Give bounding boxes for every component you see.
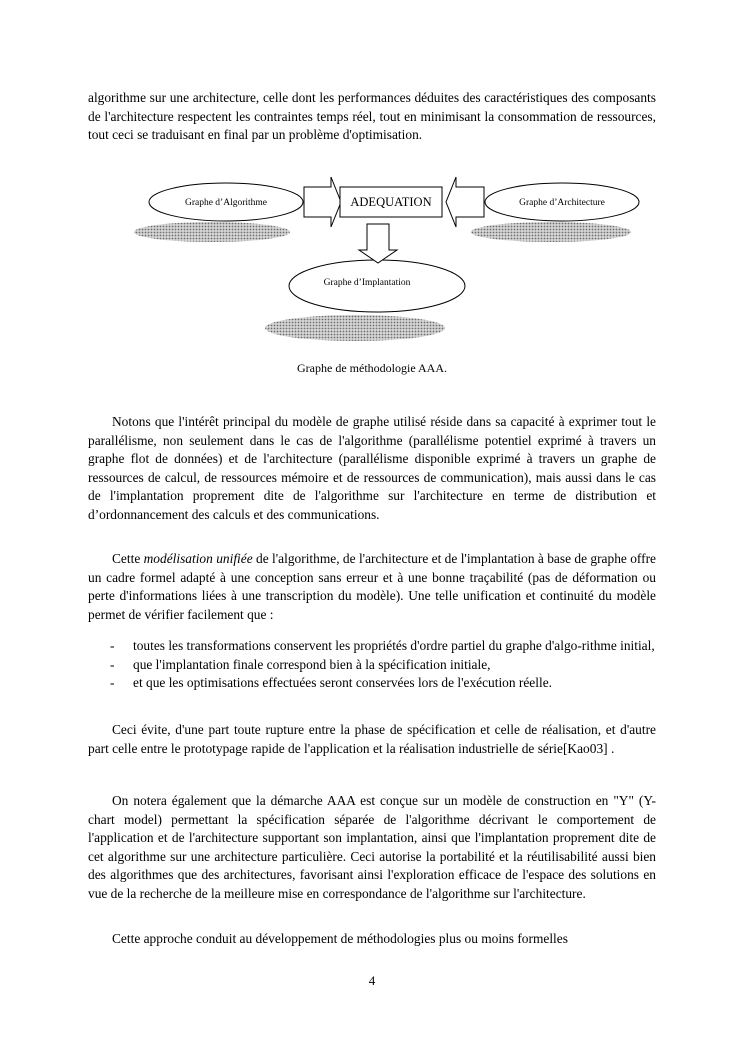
paragraph-continuity: Ceci évite, d'une part toute rupture entre la phase de spécification et celle de réalisation, et d'autre part celle entre le prototypage rapide de l'application et la réalisation industrielle de série[Kao03] . bbox=[88, 722, 656, 756]
figure-caption: Graphe de méthodologie AAA. bbox=[297, 361, 447, 375]
bullet-dash: - bbox=[110, 656, 115, 672]
list-item bbox=[88, 674, 656, 693]
list-item-text: que l'implantation finale correspond bien à la spécification initiale, bbox=[133, 656, 491, 672]
unified-modeling-emphasis: modélisation unifiée bbox=[143, 551, 253, 566]
page-number: 4 bbox=[368, 973, 376, 988]
intro-paragraph: algorithme sur une architecture, celle dont les performances déduites des caractéristiques des composants de l'architecture respectent les contraintes temps réel, tout en minimisant la consommation de ressources, tout ceci se traduisant en final par un problème d'optimisation. bbox=[88, 90, 656, 143]
verification-list bbox=[88, 637, 656, 693]
aaa-methodology-diagram bbox=[0, 170, 744, 350]
algorithm-graph-label: Graphe d’Algorithme bbox=[184, 198, 268, 208]
adequation-label: ADEQUATION bbox=[350, 195, 432, 209]
paragraph-unified-modeling bbox=[88, 550, 656, 624]
bottom-node-shadow bbox=[265, 315, 445, 341]
list-item bbox=[88, 656, 656, 675]
right-arrow-icon bbox=[446, 177, 484, 227]
bullet-dash: - bbox=[110, 675, 115, 691]
left-node-shadow bbox=[134, 222, 290, 242]
paragraph-3-rest: de l'algorithme, de l'architecture et de l'implantation à base de graphe offre un cadre formel adapté à une conception sans erreur et à une bonne traçabilité (pas de déformation ou perte d'informations liées à une transcription du modèle). Une telle unification et continuité du modèle permet de vérifier facilement que : bbox=[88, 551, 656, 622]
list-item bbox=[88, 637, 656, 656]
list-item-text: et que les optimisations effectuées seront conservées lors de l'exécution réelle. bbox=[133, 675, 552, 691]
bullet-dash: - bbox=[110, 638, 115, 653]
down-arrow-icon bbox=[359, 224, 397, 263]
paragraph-approach: Cette approche conduit au développement de méthodologies plus ou moins formelles bbox=[112, 931, 568, 946]
list-item-text: toutes les transformations conservent les propriétés d'ordre partiel du graphe d'algo-rithme initial, bbox=[133, 638, 655, 653]
left-arrow-icon bbox=[304, 177, 341, 227]
paragraph-y-chart: On notera également que la démarche AAA est conçue sur un modèle de construction en "Y" (Y-chart model) permettant la spécification séparée de l'algorithme décrivant le comportement de l'application et de l'architecture supportant son implantation, ainsi que l'implantation proprement dite de cet algorithme sur une architecture particulière. Ceci autorise la portabilité et la réutilisabilité aussi bien des algorithmes que des architectures, favorisant ainsi l'exploration efficace de l'espace des solutions en vue de la recherche de la meilleure mise en correspondance de l'algorithme sur l'architecture. bbox=[88, 793, 656, 901]
paragraph-parallelism: Notons que l'intérêt principal du modèle de graphe utilisé réside dans sa capacité à exprimer tout le parallélisme, non seulement dans le cas de l'algorithme (parallélisme potentiel exprimé à travers un graphe flot de données) et de l'architecture (parallélisme disponible exprimé à travers un graphe de ressources de calcul, de ressources mémoire et de ressources de communication), mais aussi dans le cas de l'implantation proprement dite de l'algorithme sur l'architecture en terme de distribution et d’ordonnancement des calculs et des communications. bbox=[88, 414, 656, 522]
paragraph-3-start: Cette bbox=[112, 551, 144, 566]
implantation-graph-label: Graphe d’Implantation bbox=[323, 278, 411, 288]
architecture-graph-label: Graphe d’Architecture bbox=[519, 198, 605, 208]
right-node-shadow bbox=[471, 222, 631, 242]
